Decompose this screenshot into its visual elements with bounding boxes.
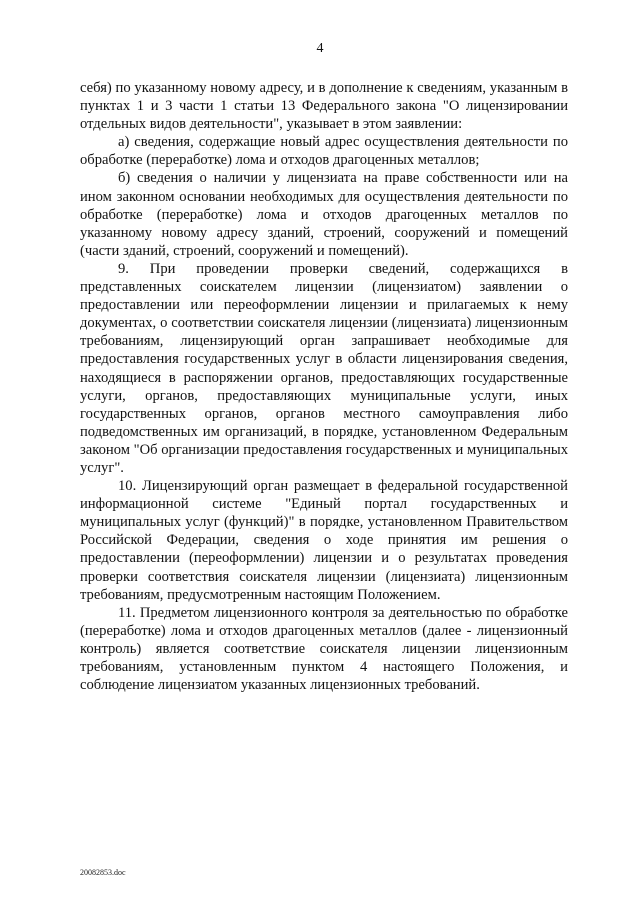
paragraph-item-b: б) сведения о наличии у лицензиата на праве собственности или на ином законном основании необходимых для осуществления деятельности по обработке (переработке) лома и отходов драгоценных металлов по указанному новому адресу зданий, строений, сооружений и помещений (части зданий, строений, сооружений и помещений).: [80, 170, 568, 259]
document-body: [80, 79, 568, 694]
page-number: 4: [316, 41, 324, 56]
paragraph-item-a: а) сведения, содержащие новый адрес осуществления деятельности по обработке (переработке) лома и отходов драгоценных металлов;: [80, 134, 568, 169]
paragraph-clause-9: 9. При проведении проверки сведений, содержащихся в представленных соискателем лицензии (лицензиатом) заявлении о предоставлении или переоформлении лицензии и прилагаемых к нему документах, о соответствии соискателя лицензии (лицензиата) лицензионным требованиям, лицензирующий орган запрашивает необходимые для предоставления государственных услуг в области лицензирования сведения, находящиеся в распоряжении органов, предоставляющих государственные услуги, органов, предоставляющих муниципальные услуги, иных государственных органов, органов местного самоуправления либо подведомственных им организаций, в порядке, установленном Федеральным законом "Об организации предоставления государственных и муниципальных услуг".: [80, 260, 568, 476]
paragraph-continuation: себя) по указанному новому адресу, и в дополнение к сведениям, указанным в пунктах 1 и 3 части 1 статьи 13 Федерального закона "О лицензировании отдельных видов деятельности", указывает в этом заявлении:: [80, 80, 568, 133]
footer-file-name: 20082853.doc: [80, 868, 126, 877]
paragraph-clause-11: 11. Предметом лицензионного контроля за деятельностью по обработке (переработке) лома и отходов драгоценных металлов (далее - лицензионный контроль) является соответствие соискателя лицензии лицензионным требованиям, установленным пунктом 4 настоящего Положения, и соблюдение лицензиатом указанных лицензионных требований.: [80, 604, 568, 694]
paragraph-clause-10: 10. Лицензирующий орган размещает в федеральной государственной информационной системе "Единый портал государственных и муниципальных услуг (функций)" в порядке, установленном Правительством Российской Федерации, сведения о ходе принятия им решения о предоставлении (переоформлении) лицензии и о результатах проведения проверки соответствия соискателя лицензии (лицензиата) лицензионным требованиям, предусмотренным настоящим Положением.: [80, 478, 568, 603]
